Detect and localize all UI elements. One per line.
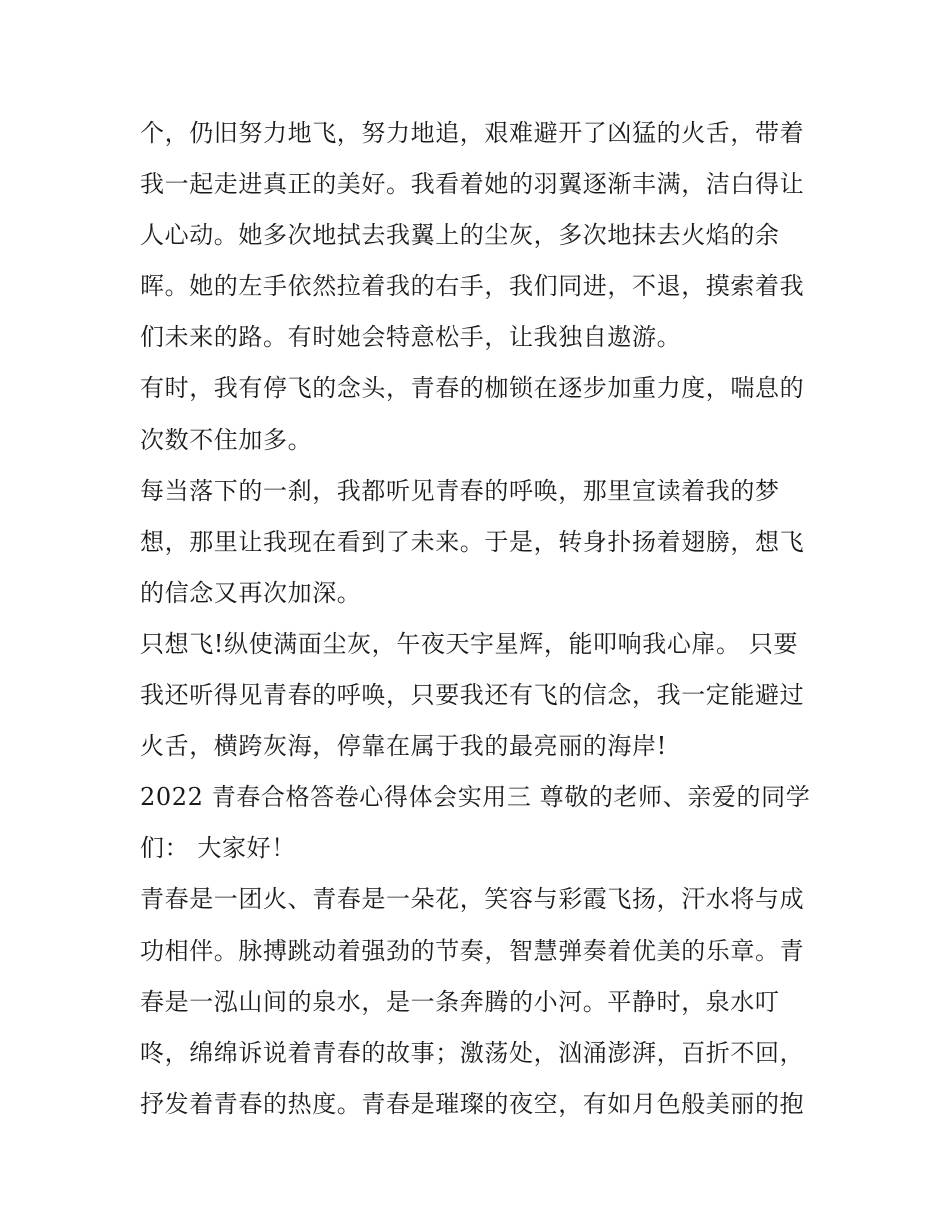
text-line: 晖。她的左手依然拉着我的右手，我们同进，不退，摸索着我 (140, 272, 805, 301)
text-line: 只想飞!纵使满面尘灰，午夜天宇星辉，能叩响我心扉。 只要 (140, 629, 799, 658)
text-line: 想，那里让我现在看到了未来。于是，转身扑扬着翅膀，想飞 (140, 527, 805, 556)
text-line: 我一起走进真正的美好。我看着她的羽翼逐渐丰满，洁白得让 (140, 170, 805, 199)
text-line: 次数不住加多。 (140, 425, 313, 454)
text-line: 咚，绵绵诉说着青春的故事；激荡处，汹涌澎湃，百折不回， (140, 1038, 805, 1067)
text-line: 我还听得见青春的呼唤，只要我还有飞的信念，我一定能避过 (140, 681, 805, 710)
text-line: 人心动。她多次地拭去我翼上的尘灰，多次地抹去火焰的余 (140, 221, 780, 250)
text-line: 们未来的路。有时她会特意松手，让我独自遨游。 (140, 323, 682, 352)
text-line: 的信念又再次加深。 (140, 578, 362, 607)
text-line: 有时，我有停飞的念头，青春的枷锁在逐步加重力度，喘息的 (140, 374, 805, 403)
text-line: 个，仍旧努力地飞，努力地追，艰难避开了凶猛的火舌，带着 (140, 119, 805, 147)
text-line: 抒发着青春的热度。青春是璀璨的夜空，有如月色般美丽的抱 (140, 1089, 805, 1118)
greeting-line: 们： 大家好！ (140, 834, 296, 863)
text-line: 春是一泓山间的泉水，是一条奔腾的小河。平静时，泉水叮 (140, 987, 780, 1016)
text-line: 功相伴。脉搏跳动着强劲的节奏，智慧弹奏着优美的乐章。青 (140, 936, 805, 965)
text-line: 青春是一团火、青春是一朵花，笑容与彩霞飞扬，汗水将与成 (140, 885, 805, 914)
document-body (140, 108, 820, 1130)
section-heading-line: 2022 青春合格答卷心得体会实用三 尊敬的老师、亲爱的同学 (140, 783, 811, 812)
text-line: 每当落下的一刹，我都听见青春的呼唤，那里宣读着我的梦 (140, 476, 780, 505)
text-line: 火舌，横跨灰海，停靠在属于我的最亮丽的海岸! (140, 732, 667, 761)
